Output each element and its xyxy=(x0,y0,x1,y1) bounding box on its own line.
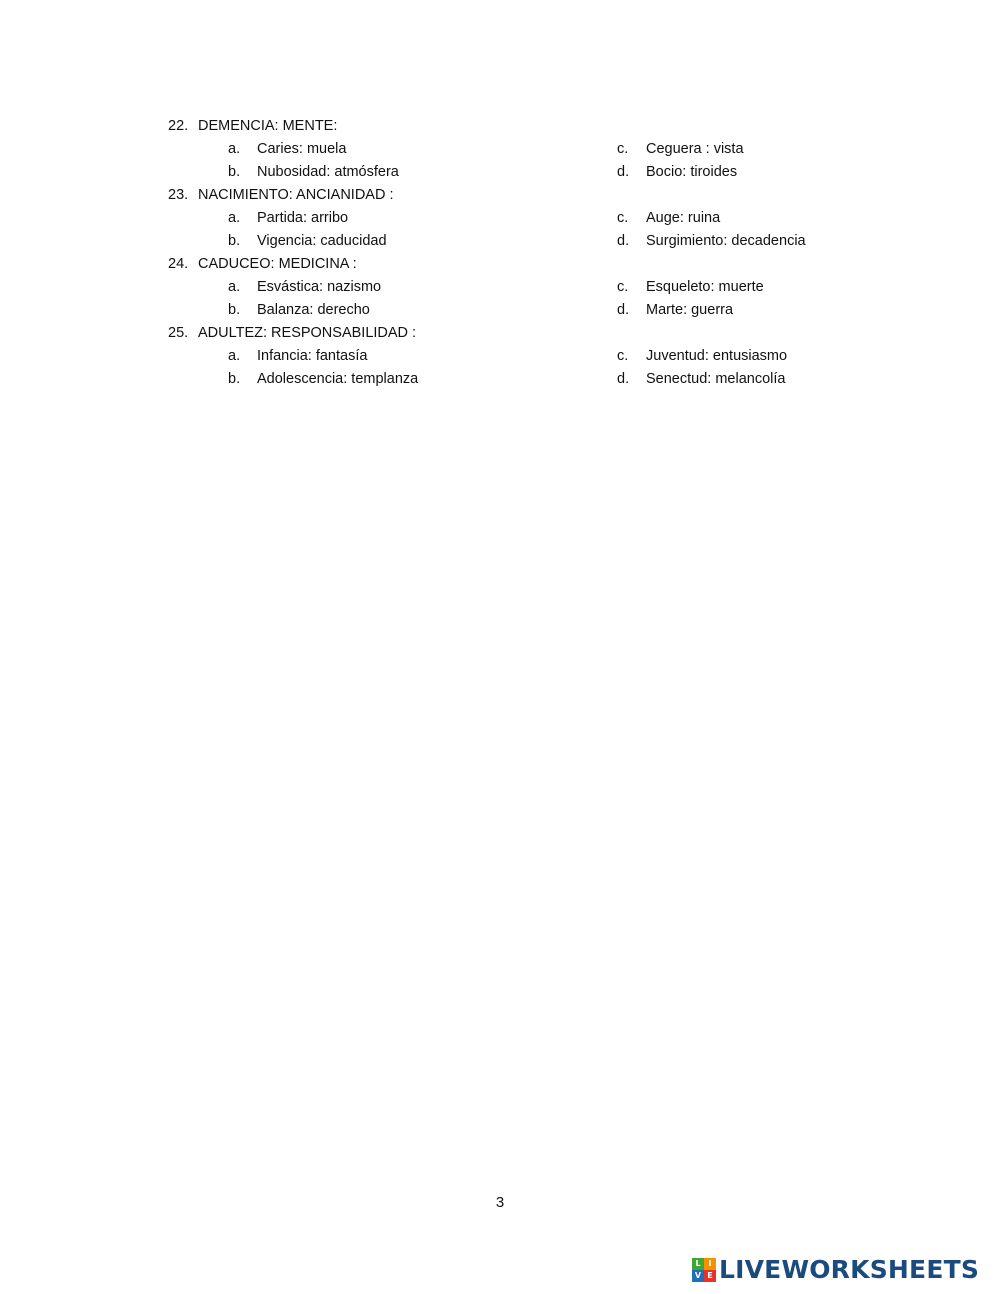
options-row xyxy=(168,299,888,322)
question-stem-row xyxy=(168,115,888,138)
liveworksheets-logo[interactable] xyxy=(692,1254,979,1286)
mark-letter: V xyxy=(692,1270,704,1282)
option-letter: d. xyxy=(617,302,630,318)
option-text: Infancia: fantasía xyxy=(257,348,368,364)
option-text: Marte: guerra xyxy=(646,302,734,318)
option-text: Esqueleto: muerte xyxy=(646,279,764,295)
question-number: 25. xyxy=(168,325,189,341)
option-text: Nubosidad: atmósfera xyxy=(257,164,399,180)
options-row xyxy=(168,276,888,299)
question-23 xyxy=(168,184,888,253)
question-22 xyxy=(168,115,888,184)
question-stem: NACIMIENTO: ANCIANIDAD : xyxy=(198,187,394,203)
options-row xyxy=(168,207,888,230)
options-row xyxy=(168,230,888,253)
question-stem-row xyxy=(168,184,888,207)
question-25 xyxy=(168,322,888,391)
liveworksheets-mark-icon xyxy=(692,1258,716,1282)
question-stem: CADUCEO: MEDICINA : xyxy=(198,256,357,272)
option-text: Esvástica: nazismo xyxy=(257,279,382,295)
question-list xyxy=(168,115,888,391)
question-number: 24. xyxy=(168,256,189,272)
option-letter: a. xyxy=(228,210,241,226)
option-text: Senectud: melancolía xyxy=(646,371,786,387)
option-text: Surgimiento: decadencia xyxy=(646,233,806,249)
option-text: Bocio: tiroides xyxy=(646,164,738,180)
option-letter: a. xyxy=(228,279,241,295)
question-stem-row xyxy=(168,253,888,276)
options-row xyxy=(168,138,888,161)
option-text: Balanza: derecho xyxy=(257,302,370,318)
question-stem-row xyxy=(168,322,888,345)
options-row xyxy=(168,161,888,184)
question-number: 23. xyxy=(168,187,189,203)
mark-letter: I xyxy=(704,1258,716,1270)
question-stem: DEMENCIA: MENTE: xyxy=(198,118,338,134)
option-text: Ceguera : vista xyxy=(646,141,744,157)
option-letter: d. xyxy=(617,233,630,249)
option-letter: a. xyxy=(228,348,241,364)
option-text: Vigencia: caducidad xyxy=(257,233,387,249)
option-text: Caries: muela xyxy=(257,141,347,157)
question-number: 22. xyxy=(168,118,189,134)
option-text: Juventud: entusiasmo xyxy=(646,348,788,364)
option-letter: b. xyxy=(228,371,241,387)
option-text: Partida: arribo xyxy=(257,210,349,226)
page-number: 3 xyxy=(495,1194,505,1211)
option-letter: b. xyxy=(228,164,241,180)
option-letter: c. xyxy=(617,348,629,364)
option-letter: b. xyxy=(228,302,241,318)
mark-letter: E xyxy=(704,1270,716,1282)
option-text: Auge: ruina xyxy=(646,210,721,226)
option-letter: a. xyxy=(228,141,241,157)
options-row xyxy=(168,345,888,368)
option-letter: d. xyxy=(617,371,630,387)
question-24 xyxy=(168,253,888,322)
mark-letter: L xyxy=(692,1258,704,1270)
option-letter: b. xyxy=(228,233,241,249)
question-stem: ADULTEZ: RESPONSABILIDAD : xyxy=(198,325,417,341)
option-letter: c. xyxy=(617,279,629,295)
option-text: Adolescencia: templanza xyxy=(257,371,419,387)
option-letter: c. xyxy=(617,141,629,157)
brand-name: LIVEWORKSHEETS xyxy=(719,1255,980,1284)
options-row xyxy=(168,368,888,391)
option-letter: d. xyxy=(617,164,630,180)
option-letter: c. xyxy=(617,210,629,226)
